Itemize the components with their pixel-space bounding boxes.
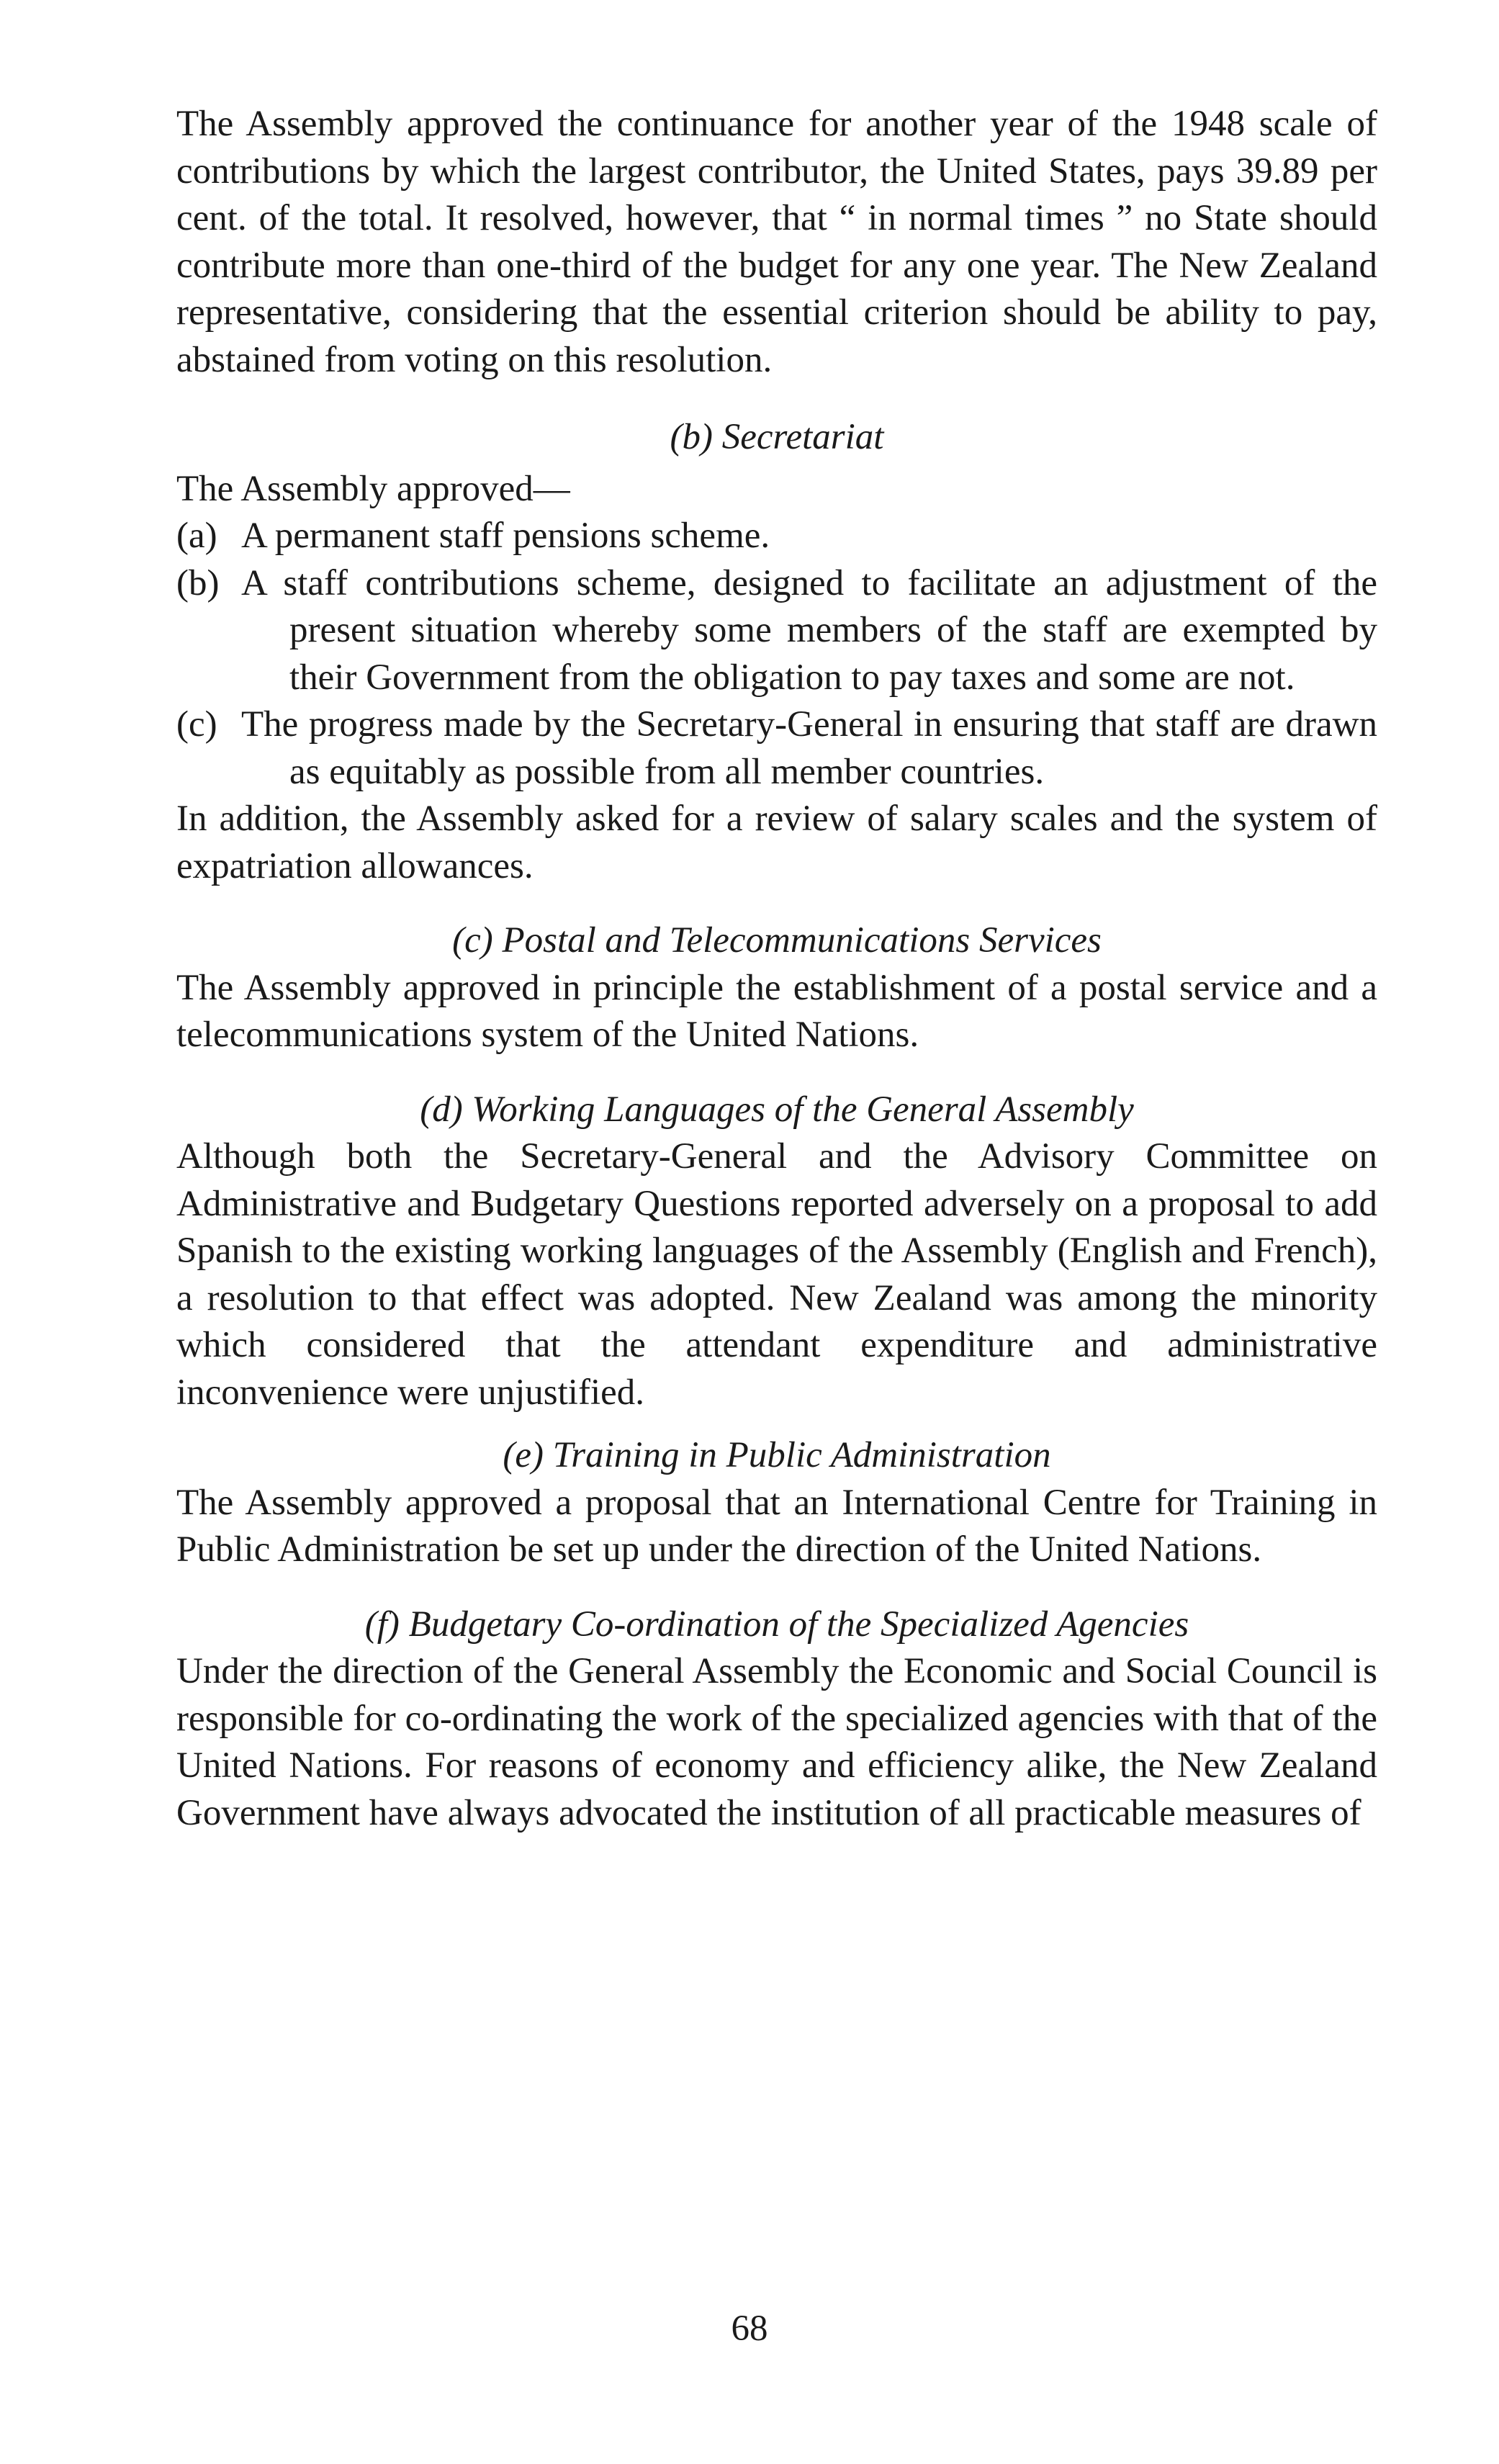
paragraph-coordination: Under the direction of the General Assembly the Economic and Social Council is responsible for co-ordinating the work of the specialized agencies with that of the United Nations. For reasons of economy and efficiency alike, the New Zealand Government have always advocated the institution of all practicable measures of	[176, 1651, 1377, 1833]
page-body	[176, 101, 1377, 1837]
paragraph-secretariat-addition: In addition, the Assembly asked for a review of salary scales and the system of expatriation allowances.	[176, 799, 1377, 886]
paragraph-contributions: The Assembly approved the continuance for another year of the 1948 scale of contributions by which the largest contributor, the United States, pays 39.89 per cent. of the total. It resolved, however, that “ in normal times ” no State should contribute more than one-third of the budget for any one year. The New Zealand representative, considering that the essential criterion should be ability to pay, abstained from voting on this resolution.	[176, 104, 1377, 380]
heading-coordination: (f) Budgetary Co-ordination of the Specialized Agencies	[364, 1604, 1189, 1645]
list-item-mark: (a)	[176, 516, 217, 556]
list-item	[176, 560, 1377, 702]
paragraph-training: The Assembly approved a proposal that an International Centre for Training in Public Administration be set up under the direction of the United Nations.	[176, 1482, 1377, 1570]
list-item-text: A staff contributions scheme, designed to facilitate an adjustment of the present situation whereby some members of the staff are exempted by their Government from the obligation to pay taxes and some are not.	[241, 562, 1377, 698]
heading-training: (e) Training in Public Administration	[503, 1435, 1051, 1475]
list-item-text: A permanent staff pensions scheme.	[241, 516, 770, 556]
paragraph-secretariat-intro: The Assembly approved—	[176, 468, 570, 509]
list-item	[176, 701, 1377, 796]
page-number: 68	[731, 2308, 768, 2349]
list-item	[176, 513, 1377, 560]
paragraph-languages: Although both the Secretary-General and the Advisory Committee on Administrative and Budgetary Questions reported adversely on a proposal to add Spanish to the existing working languages of the Assembly (English and French), a resolution to that effect was adopted. New Zealand was among the minority which considered that the attendant expenditure and administrative inconvenience were unjustified.	[176, 1136, 1377, 1413]
paragraph-postal: The Assembly approved in principle the establishment of a postal service and a telecommunications system of the United Nations.	[176, 967, 1377, 1055]
heading-postal: (c) Postal and Telecommunications Services	[452, 920, 1102, 961]
list-item-mark: (c)	[176, 704, 217, 745]
heading-languages: (d) Working Languages of the General Assembly	[420, 1089, 1134, 1130]
secretariat-list	[176, 513, 1377, 796]
heading-secretariat: (b) Secretariat	[670, 417, 884, 457]
list-item-text: The progress made by the Secretary-General in ensuring that staff are drawn as equitably as possible from all member countries.	[241, 704, 1377, 792]
list-item-mark: (b)	[176, 562, 220, 603]
